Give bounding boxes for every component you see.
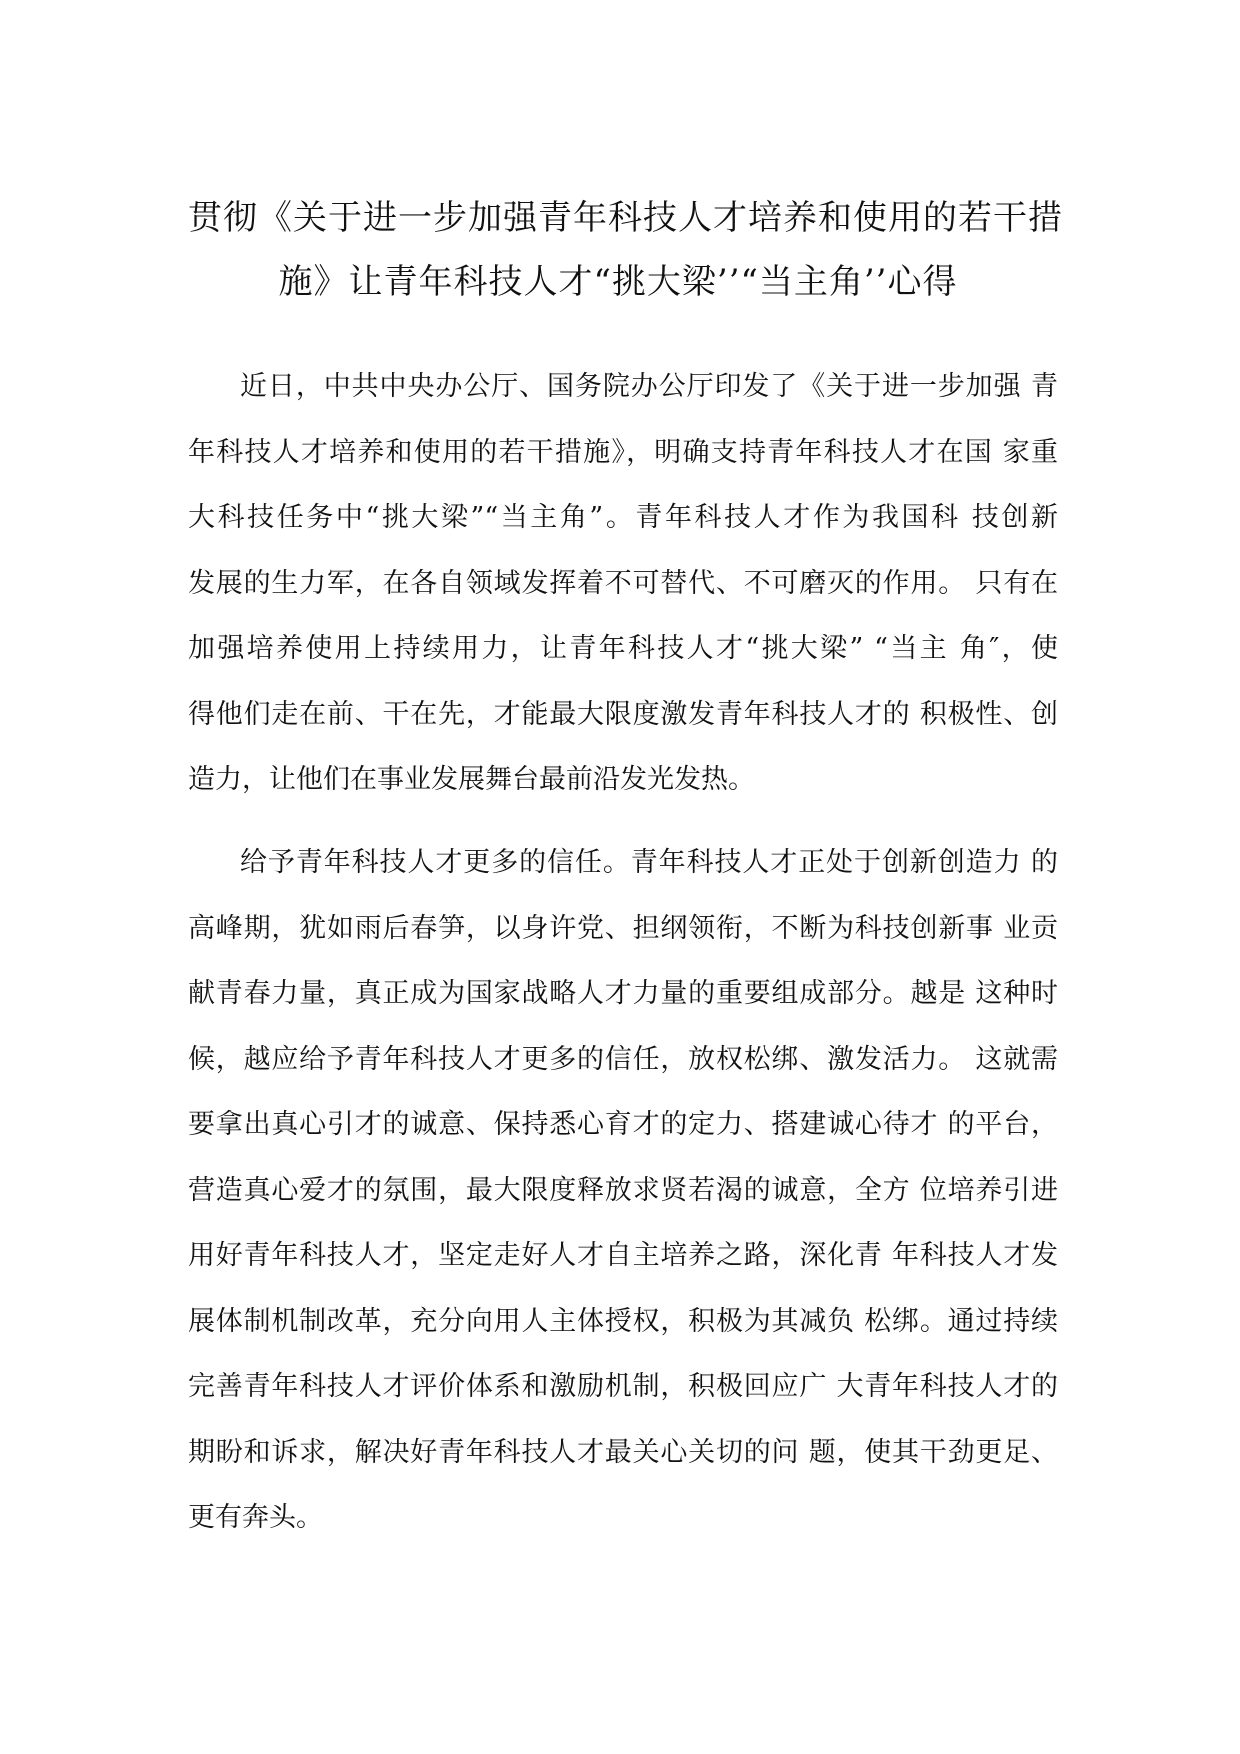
paragraph-2: [188, 830, 1058, 1551]
paragraph-line: 造力，让他们在事业发展舞台最前沿发光发热。: [188, 764, 755, 795]
paragraph-line: 展体制机制改革，充分向用人主体授权，积极为其减负 松绑。通过持续: [188, 1305, 1058, 1337]
paragraph-line: 发展的生力军，在各自领域发挥着不可替代、不可磨灭的作用。 只有在: [188, 567, 1058, 599]
paragraph-1: [188, 354, 1058, 813]
paragraph-line: 得他们走在前、干在先，才能最大限度激发青年科技人才的 积极性、创: [188, 698, 1058, 730]
paragraph-line: 加强培养使用上持续用力，让青年科技人才“挑大梁” “当主 角″，使: [188, 633, 1058, 664]
paragraph-line: 年科技人才培养和使用的若干措施》，明确支持青年科技人才在国 家重: [188, 436, 1058, 468]
paragraph-line: 期盼和诉求，解决好青年科技人才最关心关切的问 题，使其干劲更足、: [188, 1436, 1058, 1468]
paragraph-line: 候，越应给予青年科技人才更多的信任，放权松绑、激发活力。 这就需: [188, 1043, 1058, 1075]
paragraph-line: 高峰期，犹如雨后春笋，以身许党、担纲领衔，不断为科技创新事 业贡: [188, 912, 1058, 944]
paragraph-line: 更有奔头。: [188, 1502, 323, 1533]
paragraph-line: 近日，中共中央办公厅、国务院办公厅印发了《关于进一步加强 青: [240, 371, 1058, 402]
paragraph-line: 大科技任务中“挑大梁”“当主角”。青年科技人才作为我国科 技创新: [188, 502, 1058, 533]
paragraph-line: 用好青年科技人才，坚定走好人才自主培养之路，深化青 年科技人才发: [188, 1240, 1058, 1271]
title-line: 施》让青年科技人才“挑大梁’’“当主角’’心得: [278, 262, 958, 302]
document-title: [188, 186, 1063, 314]
paragraph-line: 完善青年科技人才评价体系和激励机制，积极回应广 大青年科技人才的: [188, 1371, 1058, 1402]
paragraph-line: 献青春力量，真正成为国家战略人才力量的重要组成部分。越是 这种时: [188, 978, 1058, 1009]
title-line: 贯彻《关于进一步加强青年科技人才培养和使用的若干措: [188, 198, 1063, 238]
paragraph-line: 营造真心爱才的氛围，最大限度释放求贤若渴的诚意，全方 位培养引进: [188, 1174, 1058, 1206]
paragraph-line: 要拿出真心引才的诚意、保持悉心育才的定力、搭建诚心待才 的平台，: [188, 1109, 1058, 1140]
paragraph-line: 给予青年科技人才更多的信任。青年科技人才正处于创新创造力 的: [240, 847, 1058, 878]
